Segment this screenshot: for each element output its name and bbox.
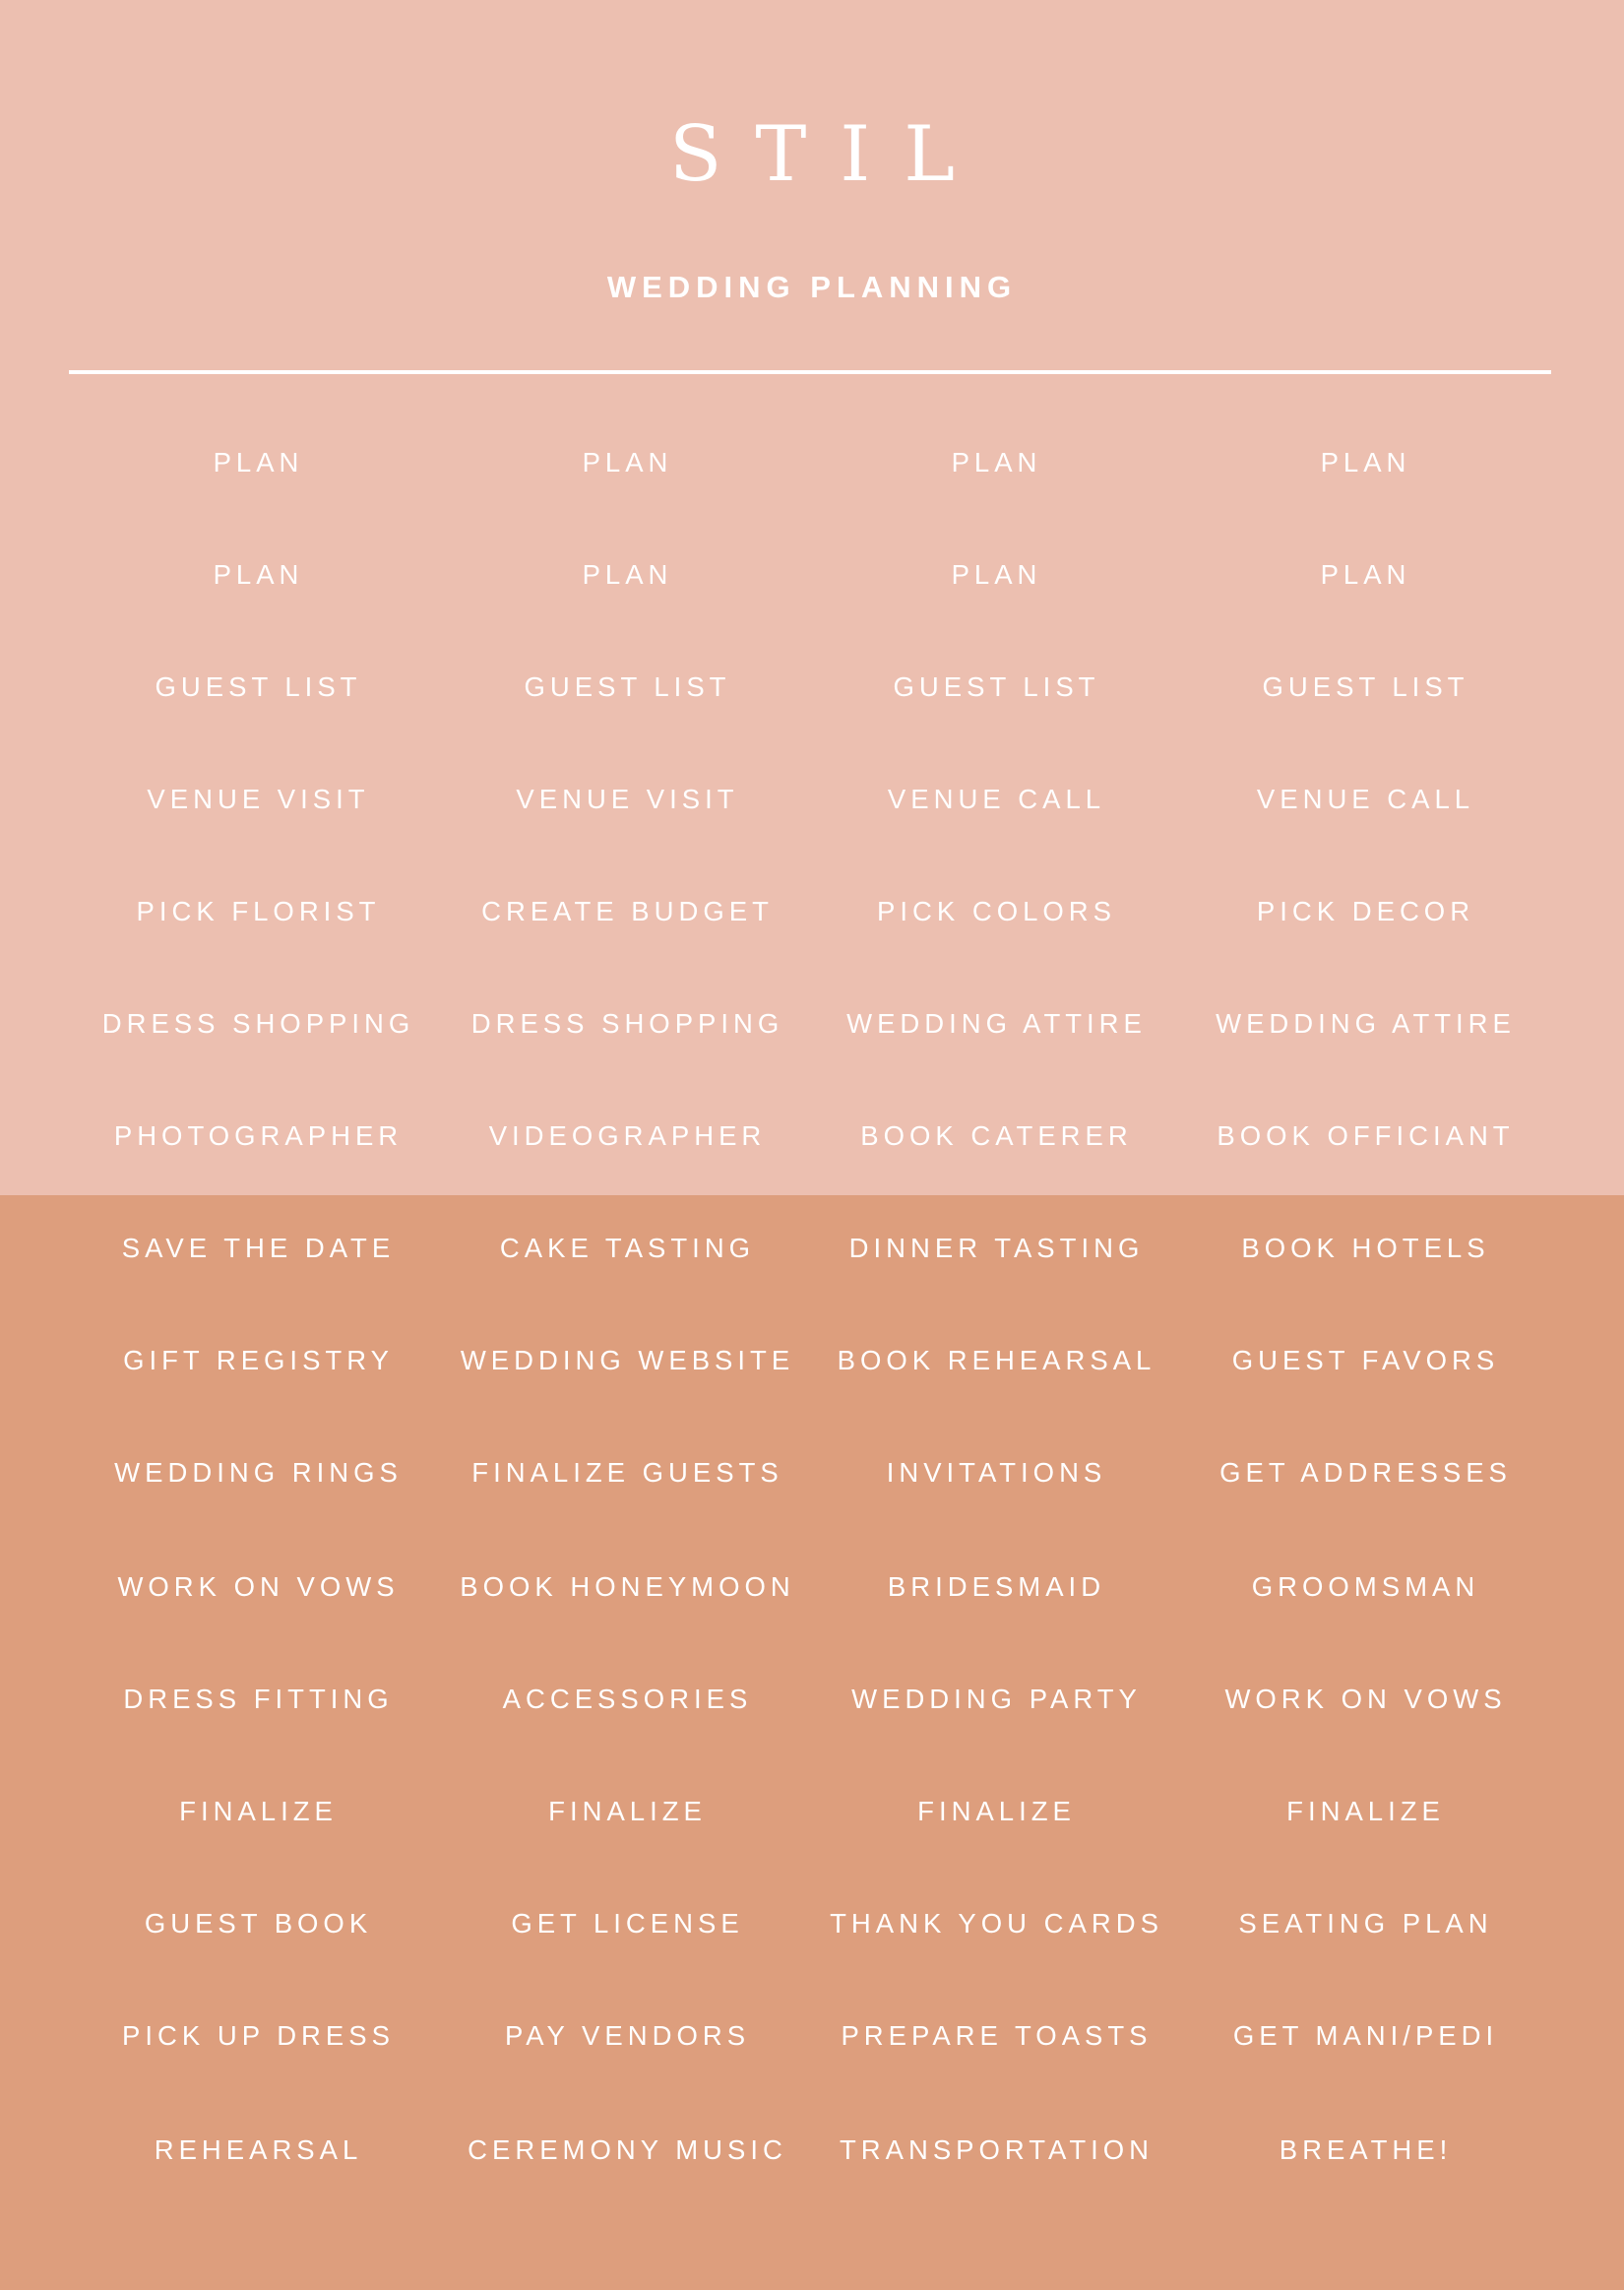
- checklist-item: FINALIZE: [179, 1796, 338, 1826]
- checklist-row: [74, 2016, 1550, 2056]
- checklist-item: SAVE THE DATE: [121, 1233, 396, 1263]
- checklist-item: PLAN: [951, 447, 1042, 477]
- checklist-item: DINNER TASTING: [848, 1233, 1145, 1263]
- brand-logo: STIL: [668, 110, 989, 199]
- checklist-item: DRESS SHOPPING: [470, 1008, 784, 1039]
- checklist-row: [74, 1680, 1550, 1719]
- checklist-item: PICK FLORIST: [136, 896, 381, 926]
- checklist-item: VENUE VISIT: [147, 784, 370, 814]
- checklist-item: GET LICENSE: [511, 1908, 744, 1939]
- checklist-item: PREPARE TOASTS: [841, 2020, 1153, 2051]
- checklist-item: PLAN: [213, 447, 304, 477]
- checklist-row: [74, 1453, 1550, 1493]
- checklist-item: FINALIZE GUESTS: [471, 1457, 783, 1488]
- checklist-item: WEDDING ATTIRE: [1216, 1008, 1516, 1039]
- checklist-item: BOOK HONEYMOON: [460, 1571, 795, 1602]
- checklist-item: PICK DECOR: [1256, 896, 1475, 926]
- checklist-item: BOOK CATERER: [860, 1120, 1133, 1151]
- checklist-item: DRESS FITTING: [123, 1684, 394, 1714]
- checklist-row: [74, 1004, 1550, 1044]
- checklist-item: PICK UP DRESS: [122, 2020, 395, 2051]
- checklist-item: BOOK OFFICIANT: [1217, 1120, 1515, 1151]
- checklist-row: [74, 2131, 1550, 2170]
- checklist-item: BRIDESMAID: [887, 1571, 1106, 1602]
- checklist-item: GET ADDRESSES: [1219, 1457, 1512, 1488]
- checklist-item: BOOK HOTELS: [1241, 1233, 1490, 1263]
- checklist-item: GUEST LIST: [524, 671, 731, 702]
- checklist-item: TRANSPORTATION: [839, 2134, 1155, 2165]
- checklist-item: WEDDING PARTY: [851, 1684, 1142, 1714]
- checklist-item: WORK ON VOWS: [1224, 1684, 1507, 1714]
- checklist-item: PLAN: [1320, 447, 1411, 477]
- checklist-item: PLAN: [582, 559, 673, 590]
- page-title: WEDDING PLANNING: [606, 270, 1018, 304]
- checklist-item: PAY VENDORS: [504, 2020, 751, 2051]
- checklist-item: CREATE BUDGET: [481, 896, 774, 926]
- checklist-row: [74, 1792, 1550, 1831]
- checklist-item: FINALIZE: [1286, 1796, 1445, 1826]
- checklist-row: [74, 892, 1550, 931]
- checklist-item: PLAN: [582, 447, 673, 477]
- checklist-row: [74, 1116, 1550, 1156]
- checklist-item: GIFT REGISTRY: [123, 1345, 394, 1375]
- checklist-item: GROOMSMAN: [1251, 1571, 1480, 1602]
- checklist-item: FINALIZE: [548, 1796, 707, 1826]
- checklist-item: FINALIZE: [917, 1796, 1076, 1826]
- checklist-item: VENUE CALL: [887, 784, 1106, 814]
- checklist-item: PLAN: [951, 559, 1042, 590]
- checklist-item: GUEST LIST: [1262, 671, 1469, 702]
- checklist-row: [74, 1567, 1550, 1607]
- checklist-row: [74, 1904, 1550, 1943]
- checklist-item: PLAN: [213, 559, 304, 590]
- checklist-item: VENUE CALL: [1256, 784, 1475, 814]
- checklist-item: THANK YOU CARDS: [830, 1908, 1163, 1939]
- checklist-row: [74, 555, 1550, 595]
- checklist-item: VENUE VISIT: [516, 784, 739, 814]
- checklist-item: ACCESSORIES: [502, 1684, 753, 1714]
- checklist-row: [74, 443, 1550, 482]
- checklist-item: GUEST LIST: [155, 671, 362, 702]
- checklist-item: GUEST FAVORS: [1231, 1345, 1500, 1375]
- checklist-item: CAKE TASTING: [499, 1233, 756, 1263]
- checklist-item: PLAN: [1320, 559, 1411, 590]
- checklist-item: BREATHE!: [1279, 2134, 1453, 2165]
- checklist-item: BOOK REHEARSAL: [837, 1345, 1156, 1375]
- checklist-item: INVITATIONS: [886, 1457, 1107, 1488]
- checklist-item: REHEARSAL: [154, 2134, 363, 2165]
- checklist-item: SEATING PLAN: [1238, 1908, 1493, 1939]
- checklist-item: GUEST BOOK: [144, 1908, 373, 1939]
- checklist-item: WEDDING WEBSITE: [460, 1345, 795, 1375]
- checklist-item: GUEST LIST: [893, 671, 1100, 702]
- checklist-item: PICK COLORS: [877, 896, 1116, 926]
- checklist-item: PHOTOGRAPHER: [113, 1120, 404, 1151]
- checklist-row: [74, 668, 1550, 707]
- checklist-item: VIDEOGRAPHER: [488, 1120, 767, 1151]
- checklist-item: WEDDING RINGS: [114, 1457, 403, 1488]
- checklist-item: CEREMONY MUSIC: [468, 2134, 787, 2165]
- checklist-item: WEDDING ATTIRE: [846, 1008, 1147, 1039]
- checklist-item: DRESS SHOPPING: [101, 1008, 415, 1039]
- checklist-row: [74, 1341, 1550, 1380]
- checklist-row: [74, 780, 1550, 819]
- checklist-item: GET MANI/PEDI: [1232, 2020, 1499, 2051]
- checklist-row: [74, 1229, 1550, 1268]
- checklist-item: WORK ON VOWS: [117, 1571, 400, 1602]
